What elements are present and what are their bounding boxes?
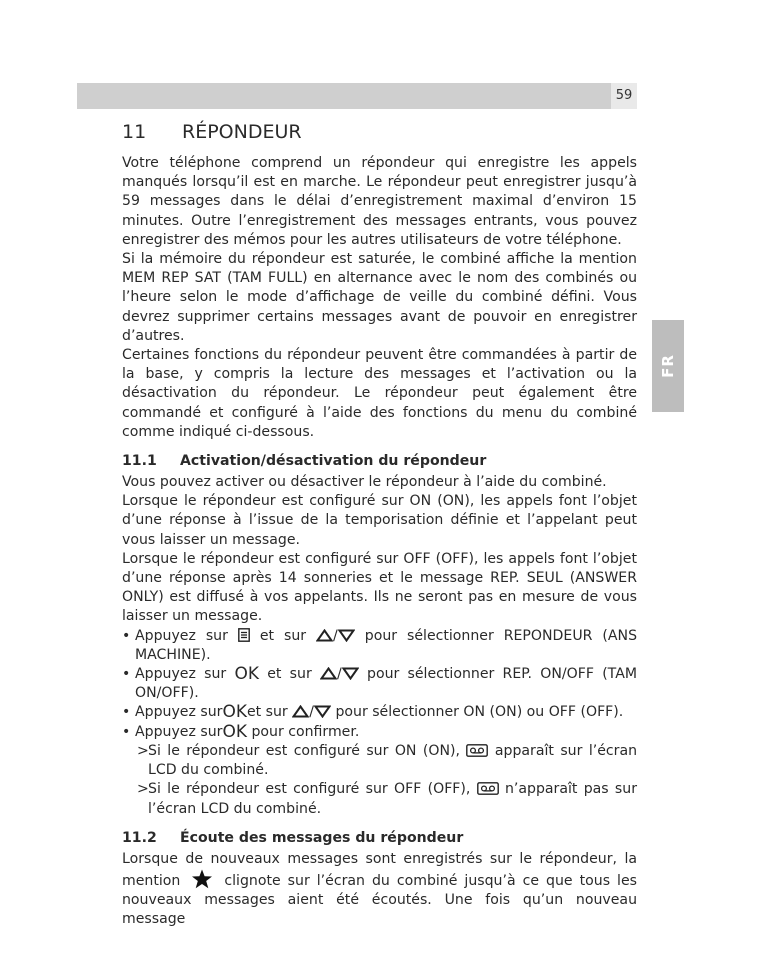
paragraph: Votre téléphone comprend un répondeur qui enregistre les appels manqués lorsqu’il est en marche. Le répondeur peut enregistrer jusqu’à 59 messages dans le délai d’enregistrement maximal d’environ 15 minutes. Outre l’enregistrement des messages entrants, vous pouvez enregistrer des mémos pour les autres utilisateurs de votre téléphone. [122, 155, 637, 248]
up-arrow-icon [316, 629, 333, 642]
paragraph: Lorsque le répondeur est configuré sur OFF (OFF), les appels font l’objet d’une réponse après 14 sonneries et le message REP. SEUL (ANSWER ONLY) est diffusé à vos appelants. Ils ne seront pas en mesure de vous laisser un message. [122, 550, 637, 625]
list-item: > Si le répondeur est configuré sur ON (ON), apparaît sur l’écran LCD du combiné. [122, 742, 637, 780]
up-arrow-icon [320, 667, 337, 680]
subsection-heading [122, 451, 637, 471]
subsection-number: 11.2 [122, 829, 157, 846]
menu-key-icon [238, 628, 250, 642]
language-tab-label: FR [659, 354, 677, 378]
header-bar [77, 83, 611, 109]
list-item: • Appuyez sur et sur / pour sélectionner REPONDEUR (ANS MACHINE). [122, 627, 637, 665]
page-content [122, 117, 637, 930]
instruction-list [122, 627, 637, 742]
paragraph: Si la mémoire du répondeur est saturée, le combiné affiche la mention MEM REP SAT (TAM FULL) en alternance avec le nom des combinés ou l’heure selon le mode d’affichage de veille du combiné défini. Vous devrez supprimer certains messages avant de pouvoir en enregistrer d’autres. [122, 251, 637, 344]
language-tab [652, 320, 684, 412]
subsection-title: Écoute des messages du répondeur [180, 829, 464, 846]
section-title: RÉPONDEUR [182, 121, 302, 143]
answering-machine-icon [466, 744, 488, 757]
down-arrow-icon [314, 705, 331, 718]
paragraph: Vous pouvez activer ou désactiver le répondeur à l’aide du combiné. [122, 474, 607, 491]
ok-key-icon: OK [222, 702, 247, 723]
up-arrow-icon [292, 705, 309, 718]
answering-machine-icon [477, 782, 499, 795]
subsection-heading [122, 828, 637, 848]
list-item: • Appuyez sur OK et sur / pour sélectionner REP. ON/OFF (TAM ON/OFF). [122, 665, 637, 703]
section-heading [122, 117, 637, 147]
ok-key-icon: OK [222, 721, 247, 742]
page-number: 59 [611, 83, 637, 109]
result-list [122, 742, 637, 819]
ok-key-icon: OK [234, 664, 259, 685]
list-item: > Si le répondeur est configuré sur OFF (OFF), n’apparaît pas sur l’écran LCD du combiné. [122, 780, 637, 818]
paragraph: Lorsque de nouveaux messages sont enregistrés sur le répondeur, la mention clignote sur l’écran du combiné jusqu’à ce que tous les nouveaux messages aient été écoutés. Une fois qu’un nouveau message [122, 850, 637, 928]
down-arrow-icon [338, 629, 355, 642]
new-message-star-icon [191, 869, 213, 889]
subsection-title: Activation/désactivation du répondeur [180, 453, 487, 470]
subsection-number: 11.1 [122, 453, 157, 470]
list-item: • Appuyez surOKet sur / pour sélectionner ON (ON) ou OFF (OFF). [122, 703, 637, 722]
down-arrow-icon [342, 667, 359, 680]
list-item: • Appuyez surOK pour confirmer. [122, 723, 637, 742]
paragraph: Lorsque le répondeur est configuré sur ON (ON), les appels font l’objet d’une réponse à l’issue de la temporisation définie et l’appelant peut vous laisser un message. [122, 493, 637, 548]
section-number: 11 [122, 121, 147, 143]
paragraph: Certaines fonctions du répondeur peuvent être commandées à partir de la base, y compris la lecture des messages et l’activation ou la désactivation du répondeur. Le répondeur peut également être commandé et configuré à l’aide des fonctions du menu du combiné comme indiqué ci-dessous. [122, 347, 637, 440]
